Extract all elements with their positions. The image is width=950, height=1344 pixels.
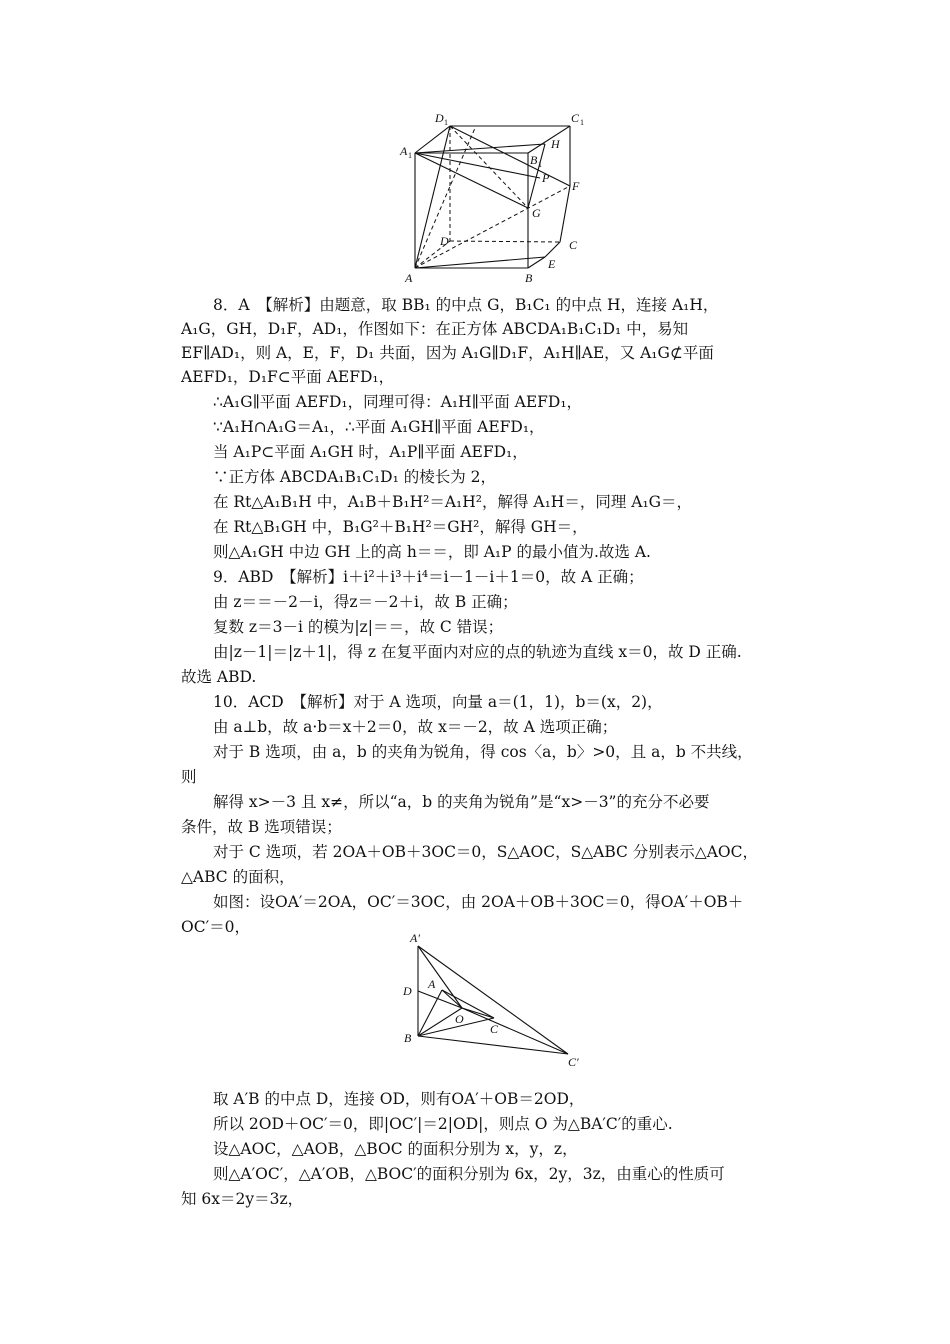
label-O: O — [455, 1012, 464, 1026]
text-line: 当 A₁P⊂平面 A₁GH 时，A₁P∥平面 AEFD₁， — [213, 443, 528, 461]
text-line: 由|z－1|＝|z＋1|，得 z 在复平面内对应的点的轨迹为直线 x＝0，故 D 正确. — [213, 643, 742, 661]
text-line: OC′＝0， — [181, 918, 250, 936]
text-line: 8．A 【解析】由题意，取 BB₁ 的中点 G，B₁C₁ 的中点 H，连接 A₁H， — [213, 296, 719, 314]
text-line: EF∥AD₁，则 A，E，F，D₁ 共面，因为 A₁G∥D₁F，A₁H∥AE，又 A₁G⊄平面 — [181, 344, 714, 362]
label-G: G — [532, 206, 541, 220]
text-line: AEFD₁，D₁F⊂平面 AEFD₁， — [181, 368, 395, 386]
text-line: 在 Rt△B₁GH 中，B₁G²＋B₁H²＝GH²，解得 GH＝， — [213, 518, 588, 536]
text-line: ∵A₁H∩A₁G＝A₁，∴平面 A₁GH∥平面 AEFD₁， — [213, 418, 545, 436]
label-B: B — [404, 1031, 412, 1045]
label-A1: A — [400, 144, 408, 158]
cube-figure — [395, 108, 595, 288]
text-line: 条件，故 B 选项错误； — [181, 818, 342, 836]
label-A-prime: A′ — [410, 932, 420, 945]
label-D: D — [440, 234, 449, 248]
triangle-diagram — [398, 932, 588, 1070]
label-D1: D — [435, 111, 444, 125]
text-line: A₁G，GH，D₁F，AD₁，作图如下：在正方体 ABCDA₁B₁C₁D₁ 中，易知 — [181, 320, 689, 338]
text-line: 在 Rt△A₁B₁H 中，A₁B＋B₁H²＝A₁H²，解得 A₁H＝，同理 A₁G＝， — [213, 493, 693, 511]
text-line: 由 a⊥b，故 a·b＝x＋2＝0，故 x＝－2，故 A 选项正确； — [213, 718, 618, 736]
label-D1-sub: 1 — [444, 118, 448, 127]
triangle-figure — [398, 932, 588, 1070]
text-line: 9．ABD 【解析】i＋i²＋i³＋i⁴＝i－1－i＋1＝0，故 A 正确； — [213, 568, 644, 586]
text-line: 解得 x>－3 且 x≠，所以“a，b 的夹角为锐角”是“x>－3”的充分不必要 — [213, 793, 710, 811]
text-line: 故选 ABD. — [181, 668, 257, 686]
label-D: D — [403, 984, 412, 998]
text-line: 取 A′B 的中点 D，连接 OD，则有OA′＋OB＝2OD， — [213, 1090, 585, 1108]
text-line: 所以 2OD＋OC′＝0，即|OC′|＝2|OD|，则点 O 为△BA′C′的重心. — [213, 1115, 673, 1133]
text-line: ∴A₁G∥平面 AEFD₁，同理可得：A₁H∥平面 AEFD₁， — [213, 393, 583, 411]
label-A: A — [405, 271, 413, 285]
cube-diagram — [395, 108, 595, 288]
text-line: 则 — [181, 768, 197, 786]
label-C: C — [569, 238, 578, 252]
label-A: A — [428, 977, 436, 991]
text-line: 由 z＝＝－2－i，得z＝－2＋i，故 B 正确； — [213, 593, 518, 611]
text-line: ∵正方体 ABCDA₁B₁C₁D₁ 的棱长为 2， — [213, 468, 497, 486]
text-line: 对于 B 选项，由 a，b 的夹角为锐角，得 cos〈a，b〉>0，且 a，b 不共线， — [213, 743, 753, 761]
text-line: 如图：设OA′＝2OA，OC′＝3OC，由 2OA＋OB＋3OC＝0，得OA′＋OB＋ — [213, 893, 744, 911]
label-B1-sub: 1 — [538, 160, 542, 169]
text-line: 则△A′OC′，△A′OB，△BOC′的面积分别为 6x，2y，3z，由重心的性质可 — [213, 1165, 725, 1183]
label-P: P — [542, 171, 550, 185]
label-B1: B — [530, 153, 538, 167]
text-line: 复数 z＝3－i 的模为|z|＝＝，故 C 错误； — [213, 618, 504, 636]
label-E: E — [548, 257, 556, 271]
label-A1-sub: 1 — [408, 151, 412, 160]
label-B: B — [525, 271, 533, 285]
label-C-prime: C′ — [568, 1055, 579, 1069]
label-F: F — [572, 179, 580, 193]
text-line: 设△AOC，△AOB，△BOC 的面积分别为 x，y，z， — [213, 1140, 578, 1158]
text-line: 则△A₁GH 中边 GH 上的高 h＝＝，即 A₁P 的最小值为.故选 A. — [213, 543, 651, 561]
label-C1: C — [571, 111, 580, 125]
label-H: H — [551, 137, 560, 151]
text-line: △ABC 的面积， — [181, 868, 295, 886]
text-line: 知 6x＝2y＝3z， — [181, 1190, 304, 1208]
label-C1-sub: 1 — [580, 118, 584, 127]
text-line: 10．ACD 【解析】对于 A 选项，向量 a＝(1，1)，b＝(x，2)， — [213, 693, 663, 711]
label-C: C — [490, 1022, 499, 1036]
text-line: 对于 C 选项，若 2OA＋OB＋3OC＝0，S△AOC，S△ABC 分别表示△AOC， — [213, 843, 758, 861]
